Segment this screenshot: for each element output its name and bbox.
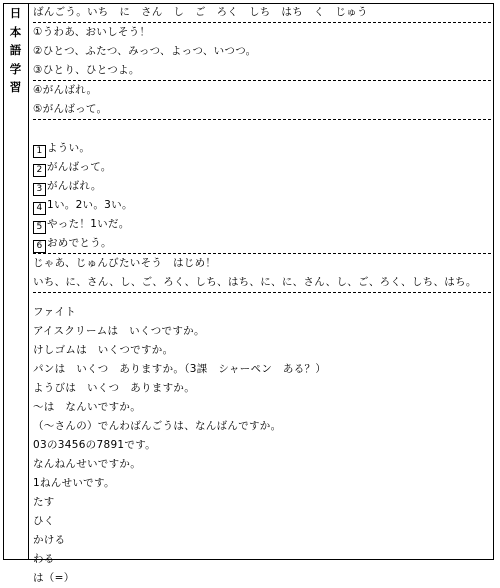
- vocab-line: ひく: [33, 515, 55, 527]
- number-box: 4: [33, 202, 46, 215]
- vocab-line: アイスクリームは いくつですか。: [33, 325, 205, 337]
- vocab-line: は（=）: [33, 572, 75, 584]
- exercise-start-line: じゃあ、じゅんびたいそう はじめ！: [33, 257, 217, 269]
- vocab-line: 1ねんせいです。: [33, 477, 115, 489]
- side-label-char: 学: [9, 61, 22, 76]
- numbered-phrase: [33, 215, 491, 234]
- phrase-line: ④がんばれ。: [33, 84, 98, 96]
- exercise-count-line: いち、に、さん、し、ご、ろく、しち、はち、に、に、さん、し、ご、ろく、しち、はち。: [33, 273, 491, 293]
- number-box: 5: [33, 221, 46, 234]
- side-label-column: [3, 3, 29, 560]
- vocab-line: （～さんの）でんわばんごうは、なんばんですか。: [33, 420, 282, 432]
- phrase-line: ⑤がんばって。: [33, 100, 491, 120]
- numbered-phrase-text: 1い。2い。3い。: [47, 199, 133, 211]
- spacer: [33, 120, 491, 139]
- vocab-line: わる: [33, 553, 55, 565]
- vocab-line: パンは いくつ ありますか。（3課 シャーペン ある？）: [33, 363, 327, 375]
- numbered-phrase: [33, 158, 491, 177]
- number-box: 1: [33, 145, 46, 158]
- vocab-line: なんねんせいですか。: [33, 458, 141, 470]
- numbered-phrase-text: がんばって。: [47, 161, 112, 173]
- phrase-line: ③ひとり、ひとつよ。: [33, 61, 491, 81]
- numbered-phrase: [33, 234, 491, 254]
- vocab-line: ようびは いくつ ありますか。: [33, 382, 195, 394]
- numbered-phrase-text: ようい。: [47, 142, 91, 154]
- numbered-phrase: [33, 177, 491, 196]
- number-box: 2: [33, 164, 46, 177]
- vocab-line: ～は なんいですか。: [33, 401, 141, 413]
- vocab-line: けしゴムは いくつですか。: [33, 344, 174, 356]
- vocab-line: 03の3456の7891です。: [33, 439, 156, 451]
- counting-line: ばんごう。いち に さん し ご ろく しち はち く じゅう: [33, 3, 491, 23]
- number-box: 6: [33, 240, 46, 253]
- side-label-char: 日: [9, 6, 22, 20]
- worksheet-content: [33, 3, 491, 588]
- vocab-line: かける: [33, 534, 66, 546]
- spacer: [33, 293, 491, 303]
- vocab-line: ファイト: [33, 306, 76, 318]
- vocab-line: たす: [33, 496, 55, 508]
- numbered-phrase-text: やった！1いだ。: [47, 218, 130, 230]
- numbered-phrase: [33, 139, 491, 158]
- side-label-char: 語: [9, 43, 22, 57]
- number-box: 3: [33, 183, 46, 196]
- numbered-phrase-text: がんばれ。: [47, 180, 102, 192]
- numbered-phrase-text: おめでとう。: [47, 237, 112, 249]
- side-label-char: 本: [9, 24, 22, 39]
- numbered-phrase: [33, 196, 491, 215]
- side-label-char: 習: [9, 80, 22, 94]
- phrase-line: ②ひとつ、ふたつ、みっつ、よっつ、いつつ。: [33, 45, 257, 57]
- phrase-line: ①うわあ、おいしそう！: [33, 26, 151, 38]
